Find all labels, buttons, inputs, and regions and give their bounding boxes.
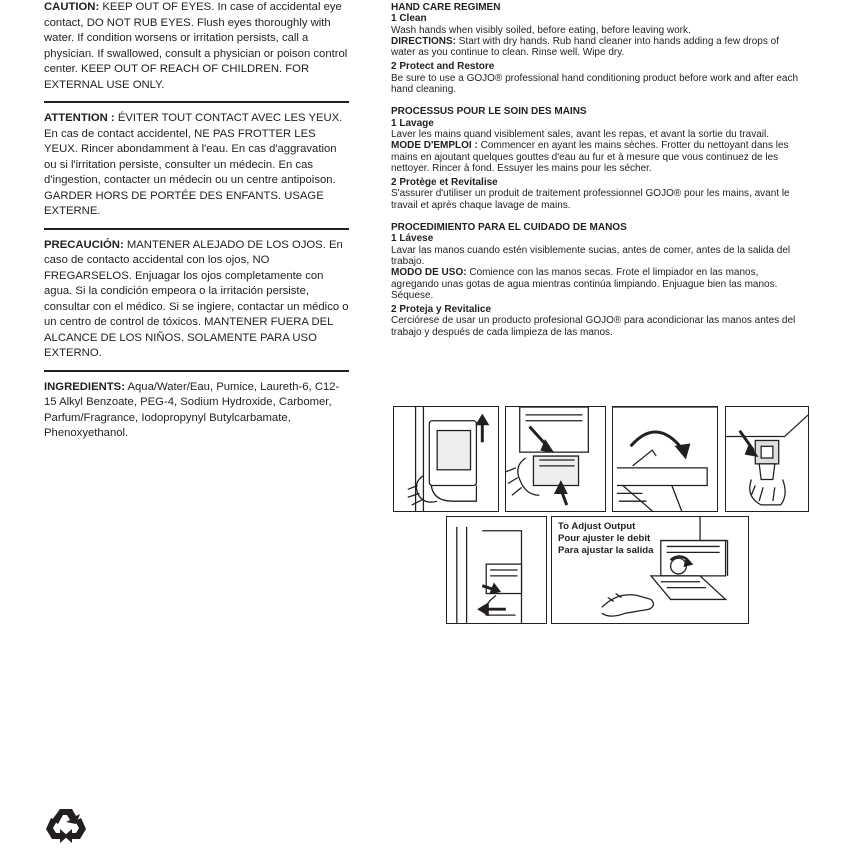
adjust-output-fr: Pour ajuster le debit: [558, 533, 651, 544]
regimen-es-step2-text: Cerciórese de usar un producto profesional GOJO® para acondicionar las manos antes del trabajo y después de cada limpieza de las manos.: [391, 315, 796, 338]
regimen-en-directions-text: Start with dry hands. Rub hand cleaner into hands adding a few drops of water as you continue to clean. Rinse well. Wipe dry.: [391, 35, 779, 59]
refill-nozzle-icon: [725, 406, 809, 512]
output-adjust-dial-icon: [551, 516, 749, 624]
regimen-en-directions-label: DIRECTIONS:: [391, 35, 456, 47]
regimen-es-step2-title: 2 Proteja y Revitalice: [391, 304, 492, 316]
dispenser-insert-refill-icon: [505, 406, 606, 512]
divider: [44, 101, 349, 103]
divider: [44, 370, 349, 372]
caution-fr-label: ATTENTION :: [44, 112, 115, 124]
ingredients: [44, 380, 349, 442]
caution-es-label: PRECAUCIÓN:: [44, 238, 124, 251]
divider: [44, 228, 349, 230]
caution-fr: [44, 111, 349, 220]
regimen-en-title: HAND CARE REGIMEN: [391, 2, 501, 13]
caution-fr-text: ÉVITER TOUT CONTACT AVEC LES YEUX. En cas de contact accidentel, NE PAS FROTTER LES YEUX. Rincer abondamment à l'eau. En cas d'aggravation ou si l'irritation persiste, consulter un médecin. En cas d'ingestion, contacter un médecin ou un centre antipoison. GARDER HORS DE PORTÉE DES ENFANTS. USAGE EXTERNE.: [44, 112, 343, 217]
adjust-output-en: To Adjust Output: [558, 521, 636, 532]
regimen-fr-step2-text: S'assurer d'utiliser un produit de traitement professionnel GOJO® pour les mains, avant le travail et après chaque lavage de mains.: [391, 188, 790, 211]
ingredients-text: Aqua/Water/Eau, Pumice, Laureth-6, C12-15 Alkyl Benzoate, PEG-4, Sodium Hydroxide, Carbomer, Parfum/Fragrance, Iodopropynyl Butylcarbamate, Phenoxyethanol.: [44, 380, 340, 439]
regimen-en-directions: [391, 36, 803, 59]
regimen-es-step1-title: 1 Lávese: [391, 233, 434, 245]
regimen-es-step1-text: Lavar las manos cuando estén visiblemente sucias, antes de comer, antes de la salida del trabajo.: [391, 244, 791, 267]
regimen-fr-title: PROCESSUS POUR LE SOIN DES MAINS: [391, 106, 587, 118]
caution-es: [44, 238, 349, 362]
regimen-en-step1-text: Wash hands when visibly soiled, before eating, before leaving work.: [391, 24, 691, 36]
regimen-fr-step2-title: 2 Protège et Revitalise: [391, 177, 498, 189]
regimen-es-title: PROCEDIMIENTO PARA EL CUIDADO DE MANOS: [391, 222, 627, 234]
dispenser-open-cover-icon: [393, 406, 499, 512]
regimen-en-step1-title: 1 Clean: [391, 13, 427, 25]
caution-es-text: MANTENER ALEJADO DE LOS OJOS. En caso de contacto accidental con los ojos, NO FREGARSELOS. Enjuagar los ojos completamente con agua. Si la condición empeora o la irritación persiste, consultar con el médico. Si se ingiere, contactar un médico o un centro de control de tóxicos. MANTENER FUERA DEL ALCANCE DE LOS NIÑOS. SOLAMENTE PARA USO EXTERNO.: [44, 238, 349, 359]
warnings-column: [44, 0, 349, 442]
regimen-en-step2-text: Be sure to use a GOJO® professional hand conditioning product before work and after each hand cleaning.: [391, 72, 799, 96]
regimen-fr-step1-title: 1 Lavage: [391, 117, 434, 129]
recycle-icon: [43, 805, 89, 849]
regimen-fr-directions-label: MODE D'EMPLOI :: [391, 140, 478, 152]
dispenser-install-icon: [446, 516, 547, 624]
ingredients-label: INGREDIENTS:: [44, 380, 125, 393]
dispenser-close-cover-icon: [612, 406, 718, 512]
caution-en: [44, 0, 349, 93]
regimen-es-directions-label: MODO DE USO:: [391, 267, 467, 279]
regimen-fr-directions: [391, 140, 803, 174]
caution-en-label: CAUTION:: [44, 1, 100, 13]
regimen-es-directions-text: Comience con las manos secas. Frote el limpiador en las manos, agregando unas gotas de agua mientras continúa limpiando. Enjuague bien las manos. Séquese.: [391, 267, 778, 301]
regimen-es-directions: [391, 267, 803, 301]
adjust-output-es: Para ajustar la salida: [558, 545, 654, 556]
regimen-en-step2-title: 2 Protect and Restore: [391, 61, 495, 73]
regimen-fr-step1-text: Laver les mains quand visiblement sales, avant les repas, et avant la sortie du travail.: [391, 128, 769, 140]
regimen-column: [391, 2, 803, 338]
regimen-fr-directions-text: Commencer en ayant les mains sèches. Frotter du nettoyant dans les mains en ajoutant quelques gouttes d'eau au fur et à mesure que vous continuez de les nettoyer. Rincer à fond. Essuyer les mains pour les sécher.: [391, 140, 789, 174]
caution-en-text: KEEP OUT OF EYES. In case of accidental eye contact, DO NOT RUB EYES. Flush eyes thoroughly with water. If condition worsens or irritation persists, call a physician. If swallowed, consult a physician or poison control center. KEEP OUT OF REACH OF CHILDREN. FOR EXTERNAL USE ONLY.: [44, 1, 348, 91]
adjust-output-label: [558, 521, 653, 557]
